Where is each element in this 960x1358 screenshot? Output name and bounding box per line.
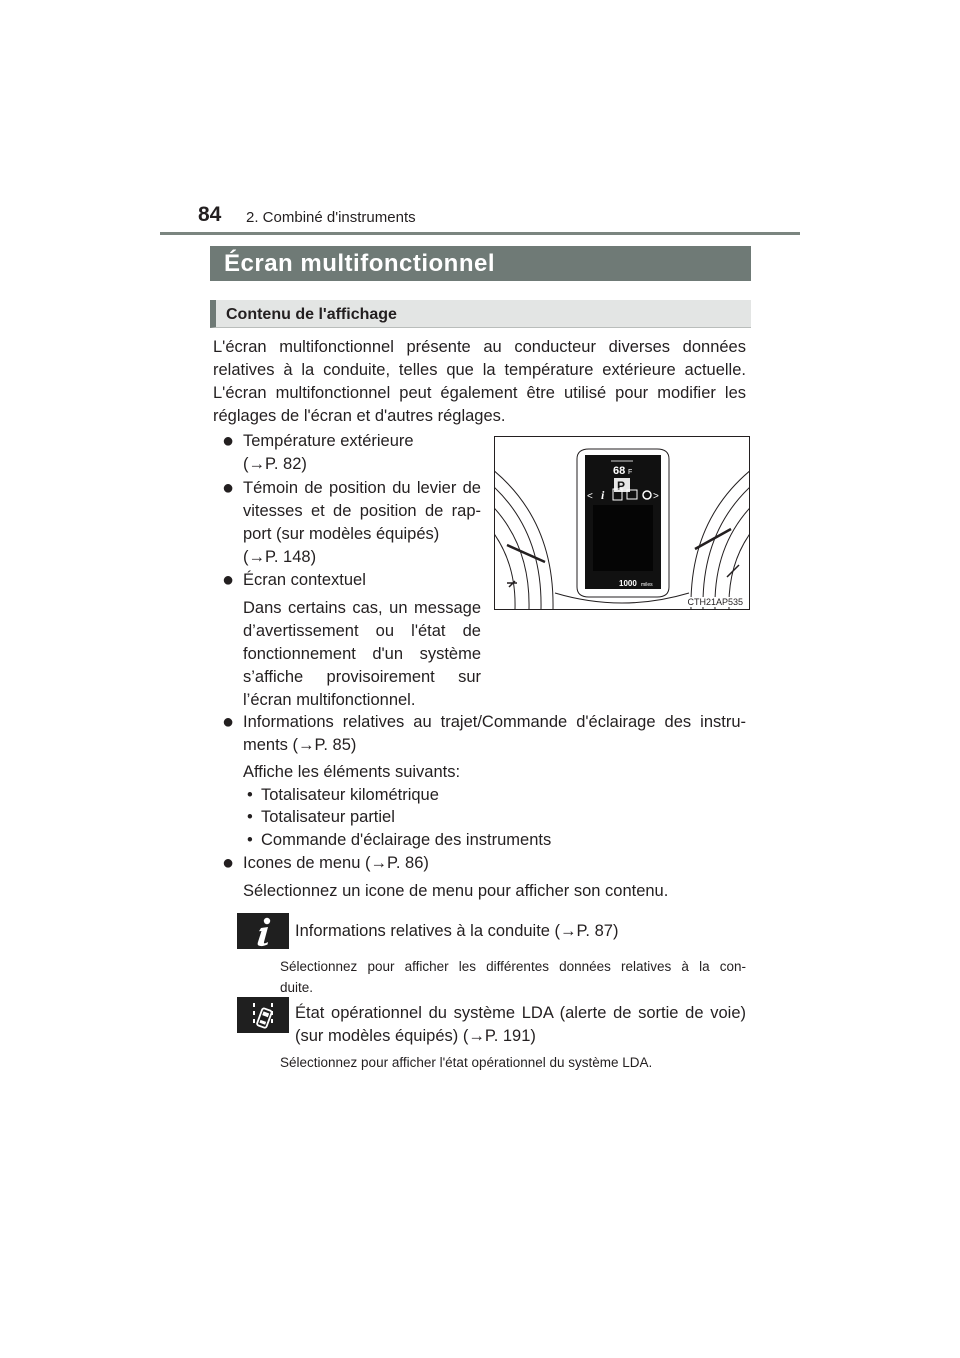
info-icon [237,913,289,949]
trip-item: Commande d'éclairage des instruments [261,831,552,849]
figure-code: CTH21AP535 [687,597,743,607]
intro-line: relatives à la conduite, telles que la température extérieure actuelle. [213,361,746,379]
intro-line: L'écran multifonctionnel présente au conducteur diverses données [213,338,746,356]
sub-bullet-icon: • [247,831,253,849]
header-rule [160,232,800,235]
trip-item: Totalisateur partiel [261,808,395,826]
bullet-icon: ● [222,569,235,591]
bullet-line: port (sur modèles équipés) [243,525,440,543]
bullet-popup: Écran contextuel [243,571,366,589]
trip-item: Totalisateur kilométrique [261,786,439,804]
menu-description: Sélectionnez un icone de menu pour afficher son contenu. [243,882,669,900]
sub-bullet-icon: • [247,808,253,826]
popup-description [243,597,481,712]
cluster-illustration [495,437,749,609]
instrument-cluster-figure [494,436,750,610]
figure-left-arrow: < [587,491,593,502]
menu-item-description [280,956,746,998]
menu-item-title [295,1002,746,1048]
title-line: État opérationnel du système LDA (alerte de sortie de voie) [295,1004,746,1022]
desc-line: Dans certains cas, un message [243,599,481,617]
bullet-icon: ● [222,711,235,733]
intro-line: réglages de l'écran et d'autres réglages. [213,407,506,425]
figure-odometer-unit: miles [641,582,653,588]
bullet-temperature [243,430,481,476]
chapter-title: 2. Combiné d'instruments [246,209,416,226]
menu-item-description: Sélectionnez pour afficher l'état opérationnel du système LDA. [280,1055,653,1070]
section-title-bar [210,246,751,281]
lane-departure-icon [237,997,289,1033]
figure-info-glyph: i [601,488,605,502]
bullet-icon: ● [222,852,235,874]
bullet-trip-info [243,711,746,757]
figure-gear: P [617,479,626,493]
figure-odometer: 1000 [619,579,637,588]
desc-line: Sélectionnez pour afficher les différentes données relatives à la con- [280,959,746,974]
desc-line: l’écran multifonctionnel. [243,691,416,709]
subsection-title-bar [210,300,751,328]
desc-line: d’avertissement ou l'état de [243,622,481,640]
bullet-line: (→P. 82) [243,455,307,473]
desc-line: s’affiche provisoirement sur [243,668,481,686]
page-number: 84 [198,203,222,226]
desc-line: fonctionnement d'un système [243,645,481,663]
intro-line: L'écran multifonctionnel peut également être utilisé pour modifier les [213,384,746,402]
intro-paragraph [213,336,746,428]
section-title: Écran multifonctionnel [224,250,496,277]
bullet-shift-position [243,477,481,569]
figure-temp-unit: F [628,469,633,476]
figure-temp: 68 [613,465,626,477]
bullet-line: Témoin de position du levier de [243,479,481,497]
bullet-line: Température extérieure [243,432,414,450]
title-line: (sur modèles équipés) (→P. 191) [295,1027,536,1045]
bullet-icon: ● [222,430,235,452]
bullet-line: Informations relatives au trajet/Commande d'éclairage des instru- [243,713,746,731]
bullet-icon: ● [222,477,235,499]
desc-line: duite. [280,980,314,995]
bullet-line: ments (→P. 85) [243,736,357,754]
bullet-line: vitesses et de position de rap- [243,502,481,520]
bullet-menu-icons: Icones de menu (→P. 86) [243,854,429,872]
sub-bullet-icon: • [247,786,253,804]
menu-item-title: Informations relatives à la conduite (→P. 87) [295,922,619,940]
subsection-title: Contenu de l'affichage [226,306,397,323]
trip-description: Affiche les éléments suivants: [243,763,461,781]
figure-right-arrow: > [653,491,659,502]
bullet-line: (→P. 148) [243,548,317,566]
